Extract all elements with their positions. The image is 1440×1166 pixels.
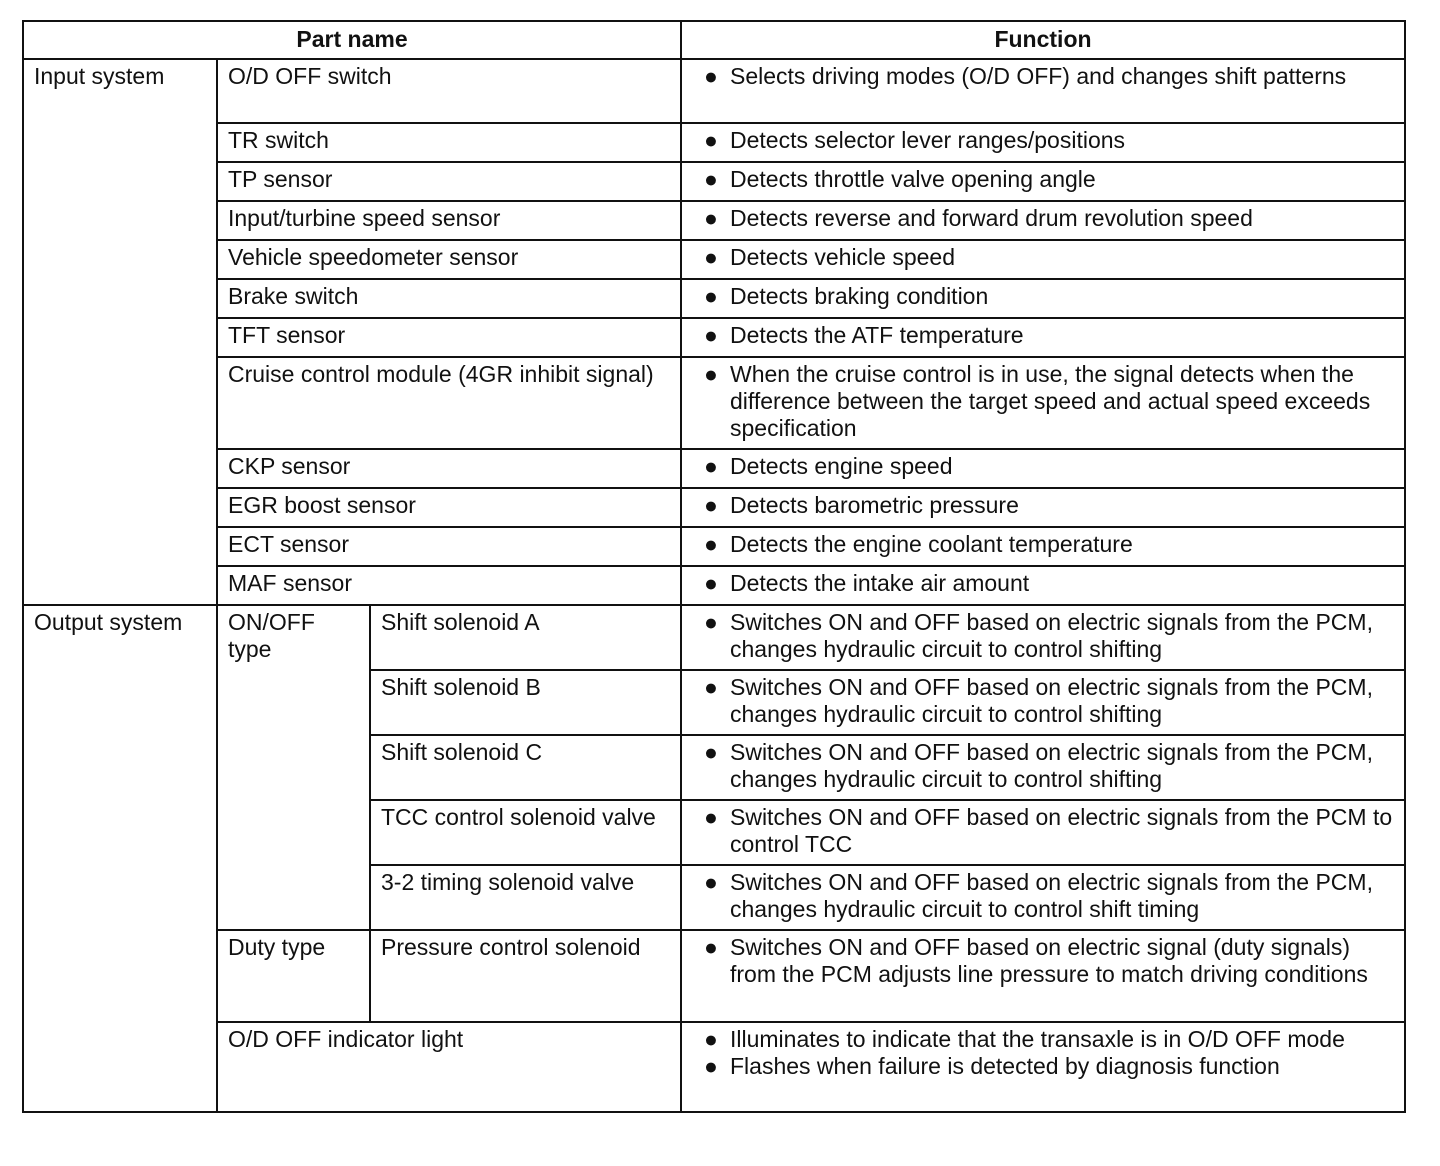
table-row bbox=[23, 279, 1405, 318]
part-name-cell: TFT sensor bbox=[217, 318, 681, 357]
function-item bbox=[692, 453, 1394, 480]
function-cell bbox=[681, 735, 1405, 800]
function-header: Function bbox=[681, 21, 1405, 59]
part-name-cell: MAF sensor bbox=[217, 566, 681, 605]
function-item bbox=[692, 531, 1394, 558]
function-list bbox=[692, 322, 1394, 349]
part-name-cell: 3-2 timing solenoid valve bbox=[370, 865, 681, 930]
function-item bbox=[692, 1053, 1394, 1080]
part-name-cell: TCC control solenoid valve bbox=[370, 800, 681, 865]
table-row bbox=[23, 123, 1405, 162]
function-item bbox=[692, 739, 1394, 793]
bullet-icon: ● bbox=[704, 609, 718, 635]
function-text: Detects braking condition bbox=[730, 283, 989, 309]
function-cell bbox=[681, 527, 1405, 566]
part-name-cell: Input/turbine speed sensor bbox=[217, 201, 681, 240]
part-name-cell: CKP sensor bbox=[217, 449, 681, 488]
function-text: Switches ON and OFF based on electric signals from the PCM, changes hydraulic circuit to control shifting bbox=[730, 674, 1373, 727]
function-text: Flashes when failure is detected by diagnosis function bbox=[730, 1053, 1280, 1079]
function-text: Switches ON and OFF based on electric signals from the PCM to control TCC bbox=[730, 804, 1393, 857]
table-row bbox=[23, 1022, 1405, 1112]
function-cell bbox=[681, 162, 1405, 201]
table-row bbox=[23, 605, 1405, 670]
function-cell bbox=[681, 279, 1405, 318]
function-cell bbox=[681, 240, 1405, 279]
function-list bbox=[692, 361, 1394, 442]
part-name-cell: Shift solenoid C bbox=[370, 735, 681, 800]
subgroup-label-duty: Duty type bbox=[217, 930, 370, 1022]
function-text: Detects selector lever ranges/positions bbox=[730, 127, 1126, 153]
subgroup-label-on-off: ON/OFF type bbox=[217, 605, 370, 930]
function-cell bbox=[681, 357, 1405, 449]
table-row bbox=[23, 59, 1405, 123]
part-name-cell: Shift solenoid A bbox=[370, 605, 681, 670]
function-list bbox=[692, 166, 1394, 193]
function-item bbox=[692, 1026, 1394, 1053]
function-text: Detects vehicle speed bbox=[730, 244, 956, 270]
bullet-icon: ● bbox=[704, 869, 718, 895]
table-row bbox=[23, 449, 1405, 488]
function-cell bbox=[681, 123, 1405, 162]
table-row bbox=[23, 527, 1405, 566]
part-name-cell: Brake switch bbox=[217, 279, 681, 318]
bullet-icon: ● bbox=[704, 492, 718, 518]
bullet-icon: ● bbox=[704, 166, 718, 192]
function-list bbox=[692, 804, 1394, 858]
function-text: Switches ON and OFF based on electric signal (duty signals) from the PCM adjusts line pressure to match driving conditions bbox=[730, 934, 1368, 987]
function-item bbox=[692, 674, 1394, 728]
function-list bbox=[692, 531, 1394, 558]
function-list bbox=[692, 869, 1394, 923]
function-cell bbox=[681, 930, 1405, 1022]
bullet-icon: ● bbox=[704, 1026, 718, 1052]
function-cell bbox=[681, 605, 1405, 670]
table-row bbox=[23, 318, 1405, 357]
function-text: Switches ON and OFF based on electric signals from the PCM, changes hydraulic circuit to control shifting bbox=[730, 739, 1373, 792]
part-name-header: Part name bbox=[23, 21, 681, 59]
function-list bbox=[692, 127, 1394, 154]
function-item bbox=[692, 570, 1394, 597]
function-cell bbox=[681, 800, 1405, 865]
function-list bbox=[692, 63, 1394, 90]
function-item bbox=[692, 492, 1394, 519]
function-text: Detects engine speed bbox=[730, 453, 953, 479]
function-item bbox=[692, 869, 1394, 923]
function-list bbox=[692, 244, 1394, 271]
table-row bbox=[23, 566, 1405, 605]
function-item bbox=[692, 63, 1394, 90]
bullet-icon: ● bbox=[704, 283, 718, 309]
table-row bbox=[23, 240, 1405, 279]
header-row bbox=[23, 21, 1405, 59]
part-name-cell: Pressure control solenoid bbox=[370, 930, 681, 1022]
bullet-icon: ● bbox=[704, 205, 718, 231]
table-row bbox=[23, 201, 1405, 240]
function-cell bbox=[681, 201, 1405, 240]
function-cell bbox=[681, 488, 1405, 527]
bullet-icon: ● bbox=[704, 361, 718, 387]
bullet-icon: ● bbox=[704, 63, 718, 89]
function-item bbox=[692, 166, 1394, 193]
part-name-cell: O/D OFF indicator light bbox=[217, 1022, 681, 1112]
table-row bbox=[23, 930, 1405, 1022]
part-name-cell: TP sensor bbox=[217, 162, 681, 201]
function-text: Detects the engine coolant temperature bbox=[730, 531, 1133, 557]
group-label-output: Output system bbox=[23, 605, 217, 1112]
function-item bbox=[692, 361, 1394, 442]
function-list bbox=[692, 570, 1394, 597]
bullet-icon: ● bbox=[704, 1053, 718, 1079]
bullet-icon: ● bbox=[704, 739, 718, 765]
function-item bbox=[692, 609, 1394, 663]
part-name-cell: Cruise control module (4GR inhibit signal) bbox=[217, 357, 681, 449]
function-cell bbox=[681, 318, 1405, 357]
function-list bbox=[692, 283, 1394, 310]
table-row bbox=[23, 162, 1405, 201]
table-row bbox=[23, 488, 1405, 527]
spec-table bbox=[22, 20, 1406, 1113]
function-cell bbox=[681, 566, 1405, 605]
function-cell bbox=[681, 449, 1405, 488]
function-cell bbox=[681, 1022, 1405, 1112]
function-list bbox=[692, 674, 1394, 728]
bullet-icon: ● bbox=[704, 570, 718, 596]
function-cell bbox=[681, 865, 1405, 930]
function-item bbox=[692, 283, 1394, 310]
table-row bbox=[23, 357, 1405, 449]
function-list bbox=[692, 205, 1394, 232]
function-item bbox=[692, 322, 1394, 349]
function-item bbox=[692, 244, 1394, 271]
part-name-cell: TR switch bbox=[217, 123, 681, 162]
bullet-icon: ● bbox=[704, 244, 718, 270]
bullet-icon: ● bbox=[704, 934, 718, 960]
bullet-icon: ● bbox=[704, 453, 718, 479]
function-list bbox=[692, 609, 1394, 663]
bullet-icon: ● bbox=[704, 127, 718, 153]
function-item bbox=[692, 934, 1394, 988]
function-cell bbox=[681, 59, 1405, 123]
group-label-input: Input system bbox=[23, 59, 217, 605]
table-body bbox=[23, 59, 1405, 1112]
function-text: Illuminates to indicate that the transaxle is in O/D OFF mode bbox=[730, 1026, 1345, 1052]
part-name-cell: O/D OFF switch bbox=[217, 59, 681, 123]
function-text: Detects throttle valve opening angle bbox=[730, 166, 1096, 192]
function-list bbox=[692, 934, 1394, 988]
function-text: Detects barometric pressure bbox=[730, 492, 1019, 518]
function-item bbox=[692, 804, 1394, 858]
function-text: When the cruise control is in use, the signal detects when the difference between the target speed and actual speed exceeds specification bbox=[730, 361, 1371, 441]
function-item bbox=[692, 205, 1394, 232]
part-name-cell: EGR boost sensor bbox=[217, 488, 681, 527]
function-list bbox=[692, 453, 1394, 480]
function-text: Switches ON and OFF based on electric signals from the PCM, changes hydraulic circuit to control shifting bbox=[730, 609, 1373, 662]
bullet-icon: ● bbox=[704, 531, 718, 557]
function-text: Detects the intake air amount bbox=[730, 570, 1030, 596]
function-list bbox=[692, 492, 1394, 519]
part-name-cell: Vehicle speedometer sensor bbox=[217, 240, 681, 279]
function-text: Selects driving modes (O/D OFF) and changes shift patterns bbox=[730, 63, 1347, 89]
function-item bbox=[692, 127, 1394, 154]
function-list bbox=[692, 739, 1394, 793]
bullet-icon: ● bbox=[704, 804, 718, 830]
function-text: Detects the ATF temperature bbox=[730, 322, 1024, 348]
function-text: Detects reverse and forward drum revolution speed bbox=[730, 205, 1253, 231]
bullet-icon: ● bbox=[704, 322, 718, 348]
bullet-icon: ● bbox=[704, 674, 718, 700]
function-text: Switches ON and OFF based on electric signals from the PCM, changes hydraulic circuit to control shift timing bbox=[730, 869, 1373, 922]
part-name-cell: Shift solenoid B bbox=[370, 670, 681, 735]
part-name-cell: ECT sensor bbox=[217, 527, 681, 566]
function-cell bbox=[681, 670, 1405, 735]
function-list bbox=[692, 1026, 1394, 1080]
